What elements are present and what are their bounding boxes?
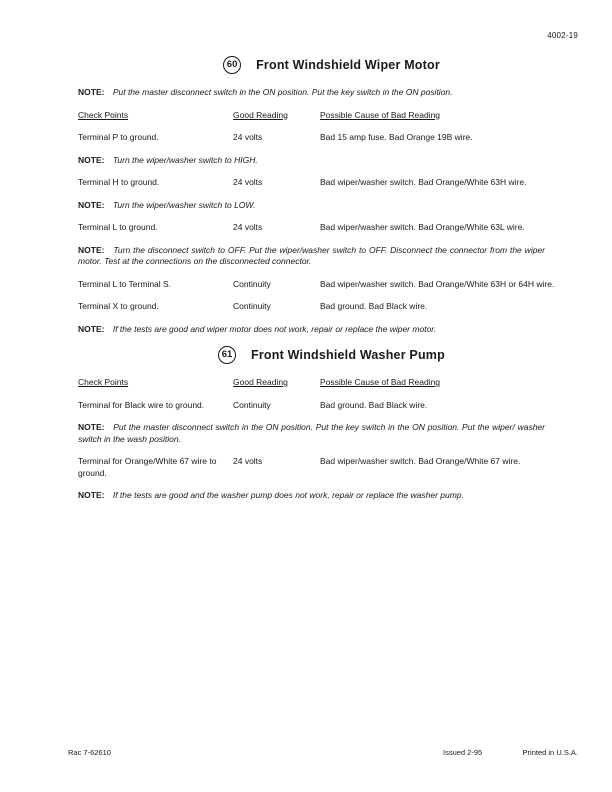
section-number-badge: 60 [223, 56, 241, 74]
table-row [78, 456, 545, 479]
column-header-check-points: Check Points [78, 377, 129, 387]
table-row [78, 278, 555, 291]
cell-good-reading: Continuity [233, 399, 271, 410]
cell-bad-reading-cause: Bad 15 amp fuse. Bad Orange 19B wire. [320, 132, 473, 142]
note-label: NOTE: [78, 154, 105, 165]
note [78, 245, 545, 268]
note-text: Put the master disconnect switch in the ON position. Put the key switch in the ON position. Put the wiper/ washer switch in the wash position. [78, 422, 545, 444]
section-title: Front Windshield Washer Pump [251, 348, 445, 362]
note [78, 200, 545, 212]
note-label: NOTE: [78, 199, 105, 210]
cell-bad-reading-cause: Bad wiper/washer switch. Bad Orange/White 63H or 64H wire. [320, 278, 555, 289]
cell-bad-reading-cause: Bad wiper/washer switch. Bad Orange/White 67 wire. [320, 456, 521, 466]
note-text: Put the master disconnect switch in the ON position. Put the key switch in the ON position. [112, 87, 453, 97]
column-header-check-points: Check Points [78, 109, 129, 120]
cell-good-reading: 24 volts [233, 222, 263, 232]
note [78, 324, 545, 336]
note-label: NOTE: [78, 422, 105, 432]
column-header-good-reading: Good Reading [233, 109, 288, 120]
note-label: NOTE: [78, 490, 105, 500]
column-header-bad-reading-cause: Possible Cause of Bad Reading [320, 109, 441, 120]
page-number: 4002-19 [547, 31, 578, 40]
note [78, 155, 545, 167]
footer-issued: Issued 2-95 [443, 748, 483, 757]
table-row [78, 132, 545, 144]
cell-good-reading: 24 volts [233, 456, 263, 466]
section-heading-wiper-motor [98, 56, 565, 74]
cell-check-point: Terminal X to ground. [78, 301, 159, 311]
cell-good-reading: 24 volts [233, 177, 263, 187]
cell-good-reading: Continuity [233, 278, 271, 289]
column-header-bad-reading-cause: Possible Cause of Bad Reading [320, 377, 441, 387]
cell-good-reading: 24 volts [233, 132, 263, 142]
page-content [78, 56, 555, 513]
note-text: If the tests are good and the washer pump does not work, repair or replace the washer pump. [112, 490, 464, 500]
note-text: Turn the wiper/washer switch to HIGH. [112, 154, 258, 165]
note [78, 87, 545, 99]
note-label: NOTE: [78, 323, 105, 334]
section-heading-washer-pump [98, 346, 565, 364]
section-title: Front Windshield Wiper Motor [256, 58, 440, 72]
footer-doc-number: Rac 7-62610 [68, 748, 111, 757]
cell-check-point: Terminal for Black wire to ground. [78, 399, 205, 410]
table-row [78, 301, 545, 313]
note-label: NOTE: [78, 87, 105, 97]
table-header-row [78, 377, 545, 389]
section-number-badge: 61 [218, 346, 236, 364]
note [78, 422, 545, 445]
table-row [78, 177, 545, 189]
cell-bad-reading-cause: Bad ground. Bad Black wire. [320, 399, 428, 410]
table-header-row [78, 110, 545, 122]
cell-check-point: Terminal L to ground. [78, 222, 158, 232]
cell-check-point: Terminal H to ground. [78, 177, 160, 187]
cell-bad-reading-cause: Bad wiper/washer switch. Bad Orange/White 63L wire. [320, 222, 525, 232]
cell-good-reading: Continuity [233, 301, 271, 311]
note-text: If the tests are good and wiper motor does not work, repair or replace the wiper motor. [112, 323, 437, 334]
cell-check-point: Terminal L to Terminal S. [78, 278, 172, 289]
cell-bad-reading-cause: Bad ground. Bad Black wire. [320, 301, 428, 311]
column-header-good-reading: Good Reading [233, 377, 288, 387]
note-text: Turn the wiper/washer switch to LOW. [112, 199, 256, 210]
note [78, 490, 545, 502]
footer-printed: Printed in U.S.A. [522, 748, 578, 757]
note-label: NOTE: [78, 244, 105, 255]
cell-bad-reading-cause: Bad wiper/washer switch. Bad Orange/White 63H wire. [320, 177, 527, 187]
cell-check-point: Terminal for Orange/White 67 wire to ground. [78, 456, 217, 478]
table-row [78, 400, 545, 412]
note-text: Turn the disconnect switch to OFF. Put the wiper/washer switch to OFF. Disconnect the connector from the wiper motor. Test at the connections on the disconnected connector. [78, 244, 545, 266]
cell-check-point: Terminal P to ground. [78, 132, 159, 142]
table-row [78, 222, 545, 234]
